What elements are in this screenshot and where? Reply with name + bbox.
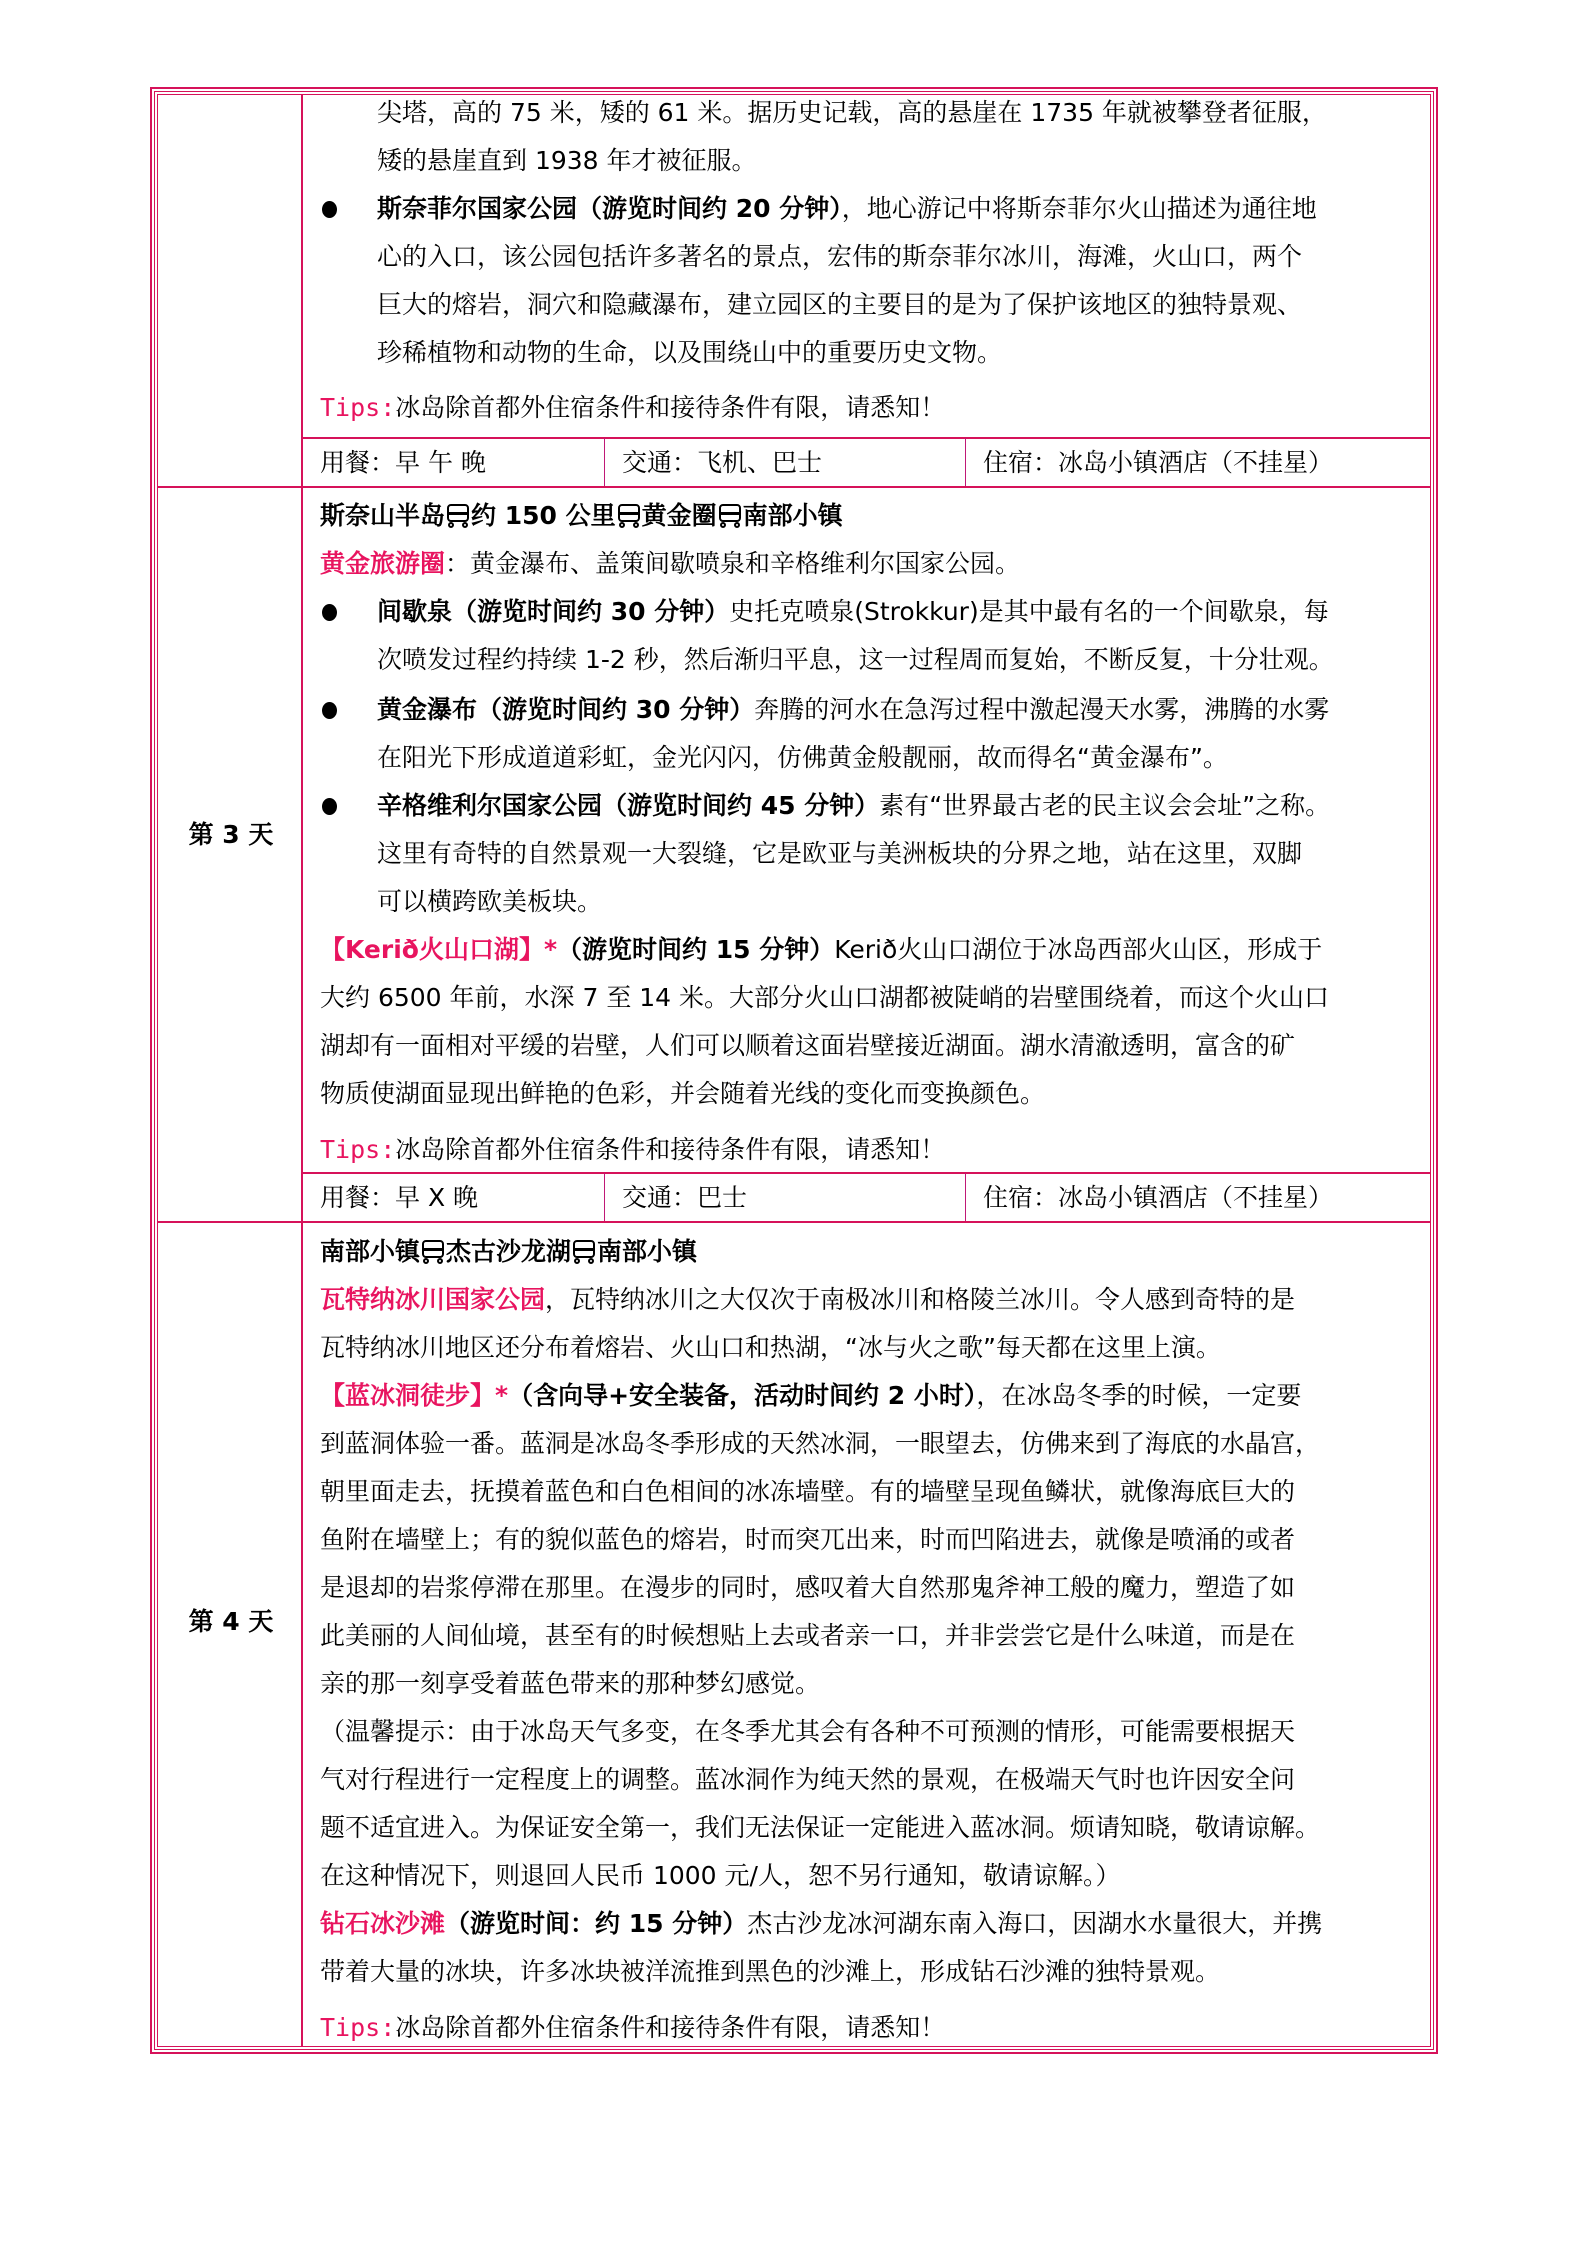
transport-cell: 交通：飞机、巴士 — [622, 448, 823, 477]
bus-icon — [572, 1238, 596, 1264]
kerid-title: 【Kerið火山口湖】* — [320, 935, 558, 964]
tips-line — [320, 2004, 945, 2052]
bullet-icon — [322, 798, 337, 815]
route-stop: 南部小镇 — [597, 1237, 698, 1266]
vatnajokull-line: 瓦特纳冰川地区还分布着熔岩、火山口和热湖，“冰与火之歌”每天都在这里上演。 — [320, 1333, 1221, 1362]
day2-bullet-line: 心的入口，该公园包括许多著名的景点，宏伟的斯奈菲尔冰川，海滩，火山口，两个 — [377, 242, 1303, 271]
kerid-line — [320, 926, 1322, 974]
ice-cave-line — [320, 1372, 1301, 1420]
tips-text: 冰岛除首都外住宿条件和接待条件有限，请悉知！ — [395, 2013, 946, 2042]
day-label: 第 4 天 — [188, 1607, 274, 1636]
diamond-beach-text: 杰古沙龙冰河湖东南入海口，因湖水水量很大，并携 — [747, 1909, 1323, 1938]
golden-circle-title: 黄金旅游圈 — [320, 549, 446, 578]
tips-label: Tips: — [320, 393, 396, 422]
diamond-beach-line — [320, 1900, 1322, 1948]
kerid-line: 大约 6500 年前，水深 7 至 14 米。大部分火山口湖都被陡峭的岩壁围绕着，而这个火山口 — [320, 983, 1330, 1012]
notice-line: 题不适宜进入。为保证安全第一，我们无法保证一定能进入蓝冰洞。烦请知晓，敬请谅解。 — [320, 1813, 1321, 1842]
thingvellir-text: 素有“世界最古老的民主议会会址”之称。 — [879, 791, 1331, 820]
kerid-text: Kerið火山口湖位于冰岛西部火山区，形成于 — [834, 935, 1323, 964]
hotel-cell: 住宿：冰岛小镇酒店（不挂星） — [983, 448, 1334, 477]
day3-route — [320, 492, 843, 540]
snaefell-title: 斯奈菲尔国家公园（游览时间约 20 分钟） — [377, 194, 842, 223]
thingvellir-line: 可以横跨欧美板块。 — [377, 887, 603, 916]
day2-text-line: 尖塔，高的 75 米，矮的 61 米。据历史记载，高的悬崖在 1735 年就被攀登者征服， — [377, 98, 1327, 127]
thingvellir-title: 辛格维利尔国家公园（游览时间约 45 分钟） — [377, 791, 880, 820]
geysir-line: 次喷发过程约持续 1-2 秒，然后渐归平息，这一过程周而复始，不断反复，十分壮观。 — [377, 645, 1334, 674]
bus-icon — [446, 502, 470, 528]
tips-text: 冰岛除首都外住宿条件和接待条件有限，请悉知！ — [395, 393, 946, 422]
snaefell-text: ，地心游记中将斯奈菲尔火山描述为通往地 — [841, 194, 1317, 223]
gullfoss-text: 奔腾的河水在急泻过程中激起漫天水雾，沸腾的水雾 — [754, 695, 1330, 724]
bullet-icon — [322, 201, 337, 218]
cell-divider — [604, 438, 605, 486]
route-stop: 南部小镇 — [742, 501, 843, 530]
meals-cell: 用餐：早 午 晚 — [320, 448, 486, 477]
notice-line: 气对行程进行一定程度上的调整。蓝冰洞作为纯天然的景观，在极端天气时也许因安全问 — [320, 1765, 1296, 1794]
tips-label: Tips: — [320, 2013, 396, 2042]
day2-text-line: 矮的悬崖直到 1938 年才被征服。 — [377, 146, 757, 175]
thingvellir-line: 这里有奇特的自然景观一大裂缝，它是欧亚与美洲板块的分界之地，站在这里，双脚 — [377, 839, 1303, 868]
route-stop: 杰古沙龙湖 — [446, 1237, 572, 1266]
vatnajokull-text: ，瓦特纳冰川之大仅次于南极冰川和格陵兰冰川。令人感到奇特的是 — [545, 1285, 1296, 1314]
column-divider — [301, 94, 303, 2047]
golden-circle-text: ：黄金瀑布、盖策间歇喷泉和辛格维利尔国家公园。 — [445, 549, 1021, 578]
diamond-beach-time: （游览时间：约 15 分钟） — [445, 1909, 748, 1938]
tips-text: 冰岛除首都外住宿条件和接待条件有限，请悉知！ — [395, 1135, 946, 1164]
day-label: 第 3 天 — [188, 820, 274, 849]
geysir-line — [377, 588, 1329, 636]
notice-line: 在这种情况下，则退回人民币 1000 元/人，恕不另行通知，敬请谅解。） — [320, 1861, 1121, 1890]
thingvellir-line — [377, 782, 1330, 830]
route-stop: 斯奈山半岛 — [320, 501, 446, 530]
bus-icon — [718, 502, 742, 528]
route-stop: 黄金圈 — [641, 501, 717, 530]
gullfoss-title: 黄金瀑布（游览时间约 30 分钟） — [377, 695, 755, 724]
day4-route — [320, 1228, 697, 1276]
kerid-line: 湖却有一面相对平缓的岩壁，人们可以顺着这面岩壁接近湖面。湖水清澈透明，富含的矿 — [320, 1031, 1296, 1060]
bullet-icon — [322, 604, 337, 621]
vatnajokull-line — [320, 1276, 1295, 1324]
diamond-beach-title: 钻石冰沙滩 — [320, 1909, 446, 1938]
route-stop: 南部小镇 — [320, 1237, 421, 1266]
ice-cave-line: 鱼附在墙壁上；有的貌似蓝色的熔岩，时而突兀出来，时而凹陷进去，就像是喷涌的或者 — [320, 1525, 1296, 1554]
day2-bullet-line: 珍稀植物和动物的生命，以及围绕山中的重要历史文物。 — [377, 338, 1003, 367]
geysir-title: 间歇泉（游览时间约 30 分钟） — [377, 597, 730, 626]
ice-cave-text: ，在冰岛冬季的时候，一定要 — [976, 1381, 1302, 1410]
cell-divider — [965, 438, 966, 486]
geysir-text: 史托克喷泉(Strokkur)是其中最有名的一个间歇泉，每 — [729, 597, 1329, 626]
tips-label: Tips: — [320, 1135, 396, 1164]
tips-line — [320, 384, 945, 432]
route-distance: 约 150 公里 — [471, 501, 616, 530]
hotel-cell: 住宿：冰岛小镇酒店（不挂星） — [983, 1183, 1334, 1212]
transport-cell: 交通：巴士 — [622, 1183, 748, 1212]
meals-cell: 用餐：早 X 晚 — [320, 1183, 479, 1212]
ice-cave-line: 朝里面走去，抚摸着蓝色和白色相间的冰冻墙壁。有的墙壁呈现鱼鳞状，就像海底巨大的 — [320, 1477, 1296, 1506]
kerid-time: （游览时间约 15 分钟） — [557, 935, 835, 964]
notice-line: （温馨提示：由于冰岛天气多变，在冬季尤其会有各种不可预测的情形，可能需要根据天 — [320, 1717, 1296, 1746]
ice-cave-line: 此美丽的人间仙境，甚至有的时候想贴上去或者亲一口，并非尝尝它是什么味道，而是在 — [320, 1621, 1296, 1650]
bullet-icon — [322, 702, 337, 719]
cell-divider — [604, 1173, 605, 1221]
ice-cave-line: 是退却的岩浆停滞在那里。在漫步的同时，感叹着大自然那鬼斧神工般的魔力，塑造了如 — [320, 1573, 1296, 1602]
ice-cave-line: 亲的那一刻享受着蓝色带来的那种梦幻感觉。 — [320, 1669, 821, 1698]
bus-icon — [617, 502, 641, 528]
ice-cave-line: 到蓝洞体验一番。蓝洞是冰岛冬季形成的天然冰洞，一眼望去，仿佛来到了海底的水晶宫， — [320, 1429, 1321, 1458]
golden-circle-line — [320, 540, 1020, 588]
day2-bullet-line: 巨大的熔岩，洞穴和隐藏瀑布，建立园区的主要目的是为了保护该地区的独特景观、 — [377, 290, 1303, 319]
diamond-beach-line: 带着大量的冰块，许多冰块被洋流推到黑色的沙滩上，形成钻石沙滩的独特景观。 — [320, 1957, 1221, 1986]
ice-cave-time: （含向导+安全装备，活动时间约 2 小时） — [508, 1381, 977, 1410]
gullfoss-line — [377, 686, 1329, 734]
vatnajokull-title: 瓦特纳冰川国家公园 — [320, 1285, 546, 1314]
ice-cave-title: 【蓝冰洞徒步】* — [320, 1381, 509, 1410]
cell-divider — [965, 1173, 966, 1221]
tips-line — [320, 1126, 945, 1174]
kerid-line: 物质使湖面显现出鲜艳的色彩，并会随着光线的变化而变换颜色。 — [320, 1079, 1046, 1108]
day2-bullet-line — [377, 185, 1317, 233]
bus-icon — [421, 1238, 445, 1264]
gullfoss-line: 在阳光下形成道道彩虹，金光闪闪，仿佛黄金般靓丽，故而得名“黄金瀑布”。 — [377, 743, 1228, 772]
